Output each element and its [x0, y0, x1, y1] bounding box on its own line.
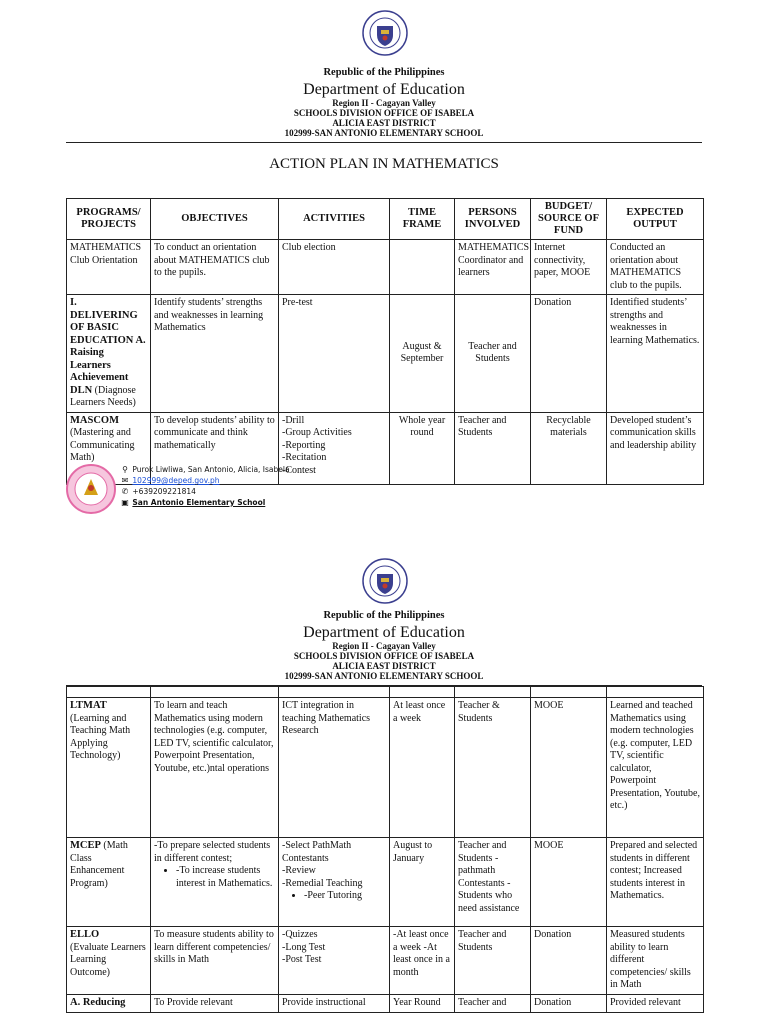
time-frame-cell: August & September: [390, 295, 455, 413]
department-title: Department of Education: [303, 80, 465, 98]
document-title: ACTION PLAN IN MATHEMATICS: [269, 156, 499, 172]
column-header: OBJECTIVES: [151, 199, 279, 240]
region-text: Region II - Cagayan Valley: [332, 97, 436, 108]
persons-cell: Teacher and Students: [455, 412, 531, 484]
output-cell: Learned and teached Mathematics using modern technologies (e.g. computer, LED TV, scientific calculator, Powerpoint Presentation, Youtube, etc.): [607, 698, 704, 838]
program-cell: LTMAT (Learning and Teaching Math Applying Technology): [67, 698, 151, 838]
time-frame-cell: -At least once a week -At least once in a month: [390, 927, 455, 995]
column-header: PERSONS INVOLVED: [455, 199, 531, 240]
persons-cell: Teacher and Students -pathmath Contestants -Students who need assistance: [455, 838, 531, 927]
column-header: PROGRAMS/ PROJECTS: [67, 199, 151, 240]
persons-cell: Teacher and: [455, 994, 531, 1012]
activities-cell: Club election: [279, 240, 390, 295]
action-plan-table-continued: [66, 686, 704, 1013]
time-frame-cell: August to January: [390, 838, 455, 927]
budget-cell: MOOE: [531, 838, 607, 927]
program-cell: MATHEMATICS Club Orientation: [67, 240, 151, 295]
time-frame-cell: Whole year round: [390, 412, 455, 484]
persons-cell: Teacher & Students: [455, 698, 531, 838]
output-cell: Identified students’ strengths and weaknesses in learning Mathematics.: [607, 295, 704, 413]
objectives-cell: To learn and teach Mathematics using modern technologies (e.g. computer, LED TV, scientific calculator, Powerpoint Presentation, Youtube, etc.)ntal operations: [151, 698, 279, 838]
deped-seal-icon: [362, 558, 408, 604]
division-text: SCHOOLS DIVISION OFFICE OF ISABELA: [293, 650, 475, 661]
output-cell: Prepared and selected students in different contest; Increased students interest in Mathematics.: [607, 838, 704, 927]
republic-text: Republic of the Philippines: [323, 610, 445, 621]
column-header: BUDGET/ SOURCE OF FUND: [531, 199, 607, 240]
budget-cell: Donation: [531, 295, 607, 413]
output-cell: Conducted an orientation about MATHEMATICS club to the pupils.: [607, 240, 704, 295]
objectives-cell: To measure students ability to learn different competencies/ skills in Math: [151, 927, 279, 995]
column-header: TIME FRAME: [390, 199, 455, 240]
district-text: ALICIA EAST DISTRICT: [332, 117, 436, 128]
school-text: 102999-SAN ANTONIO ELEMENTARY SCHOOL: [284, 670, 484, 681]
region-text: Region II - Cagayan Valley: [332, 640, 436, 651]
location-pin-icon: ⚲: [122, 465, 128, 474]
facebook-link[interactable]: San Antonio Elementary School: [132, 498, 266, 507]
republic-text: Republic of the Philippines: [323, 67, 445, 78]
objectives-cell: To develop students’ ability to communicate and think mathematically: [151, 412, 279, 484]
department-title: Department of Education: [303, 623, 465, 641]
email-link[interactable]: 102999@deped.gov.ph: [132, 476, 220, 485]
budget-cell: Recyclable materials: [531, 412, 607, 484]
activities-cell: -Select PathMath Contestants -Review -Remedial Teaching • -Peer Tutoring: [279, 838, 390, 927]
budget-cell: Donation: [531, 927, 607, 995]
output-cell: Measured students ability to learn different competencies/ skills in Math: [607, 927, 704, 995]
time-frame-cell: Year Round: [390, 994, 455, 1012]
activities-cell: -Quizzes -Long Test -Post Test: [279, 927, 390, 995]
table-header-row: [67, 687, 704, 698]
activities-cell: ICT integration in teaching Mathematics Research: [279, 698, 390, 838]
program-cell: ELLO (Evaluate Learners Learning Outcome): [67, 927, 151, 995]
objectives-cell: To conduct an orientation about MATHEMATICS club to the pupils.: [151, 240, 279, 295]
output-cell: Provided relevant: [607, 994, 704, 1012]
budget-cell: Internet connectivity, paper, MOOE: [531, 240, 607, 295]
table-row: [67, 994, 704, 1012]
activities-cell: -Drill -Group Activities -Reporting -Recitation -Contest: [279, 412, 390, 484]
division-text: SCHOOLS DIVISION OFFICE OF ISABELA: [293, 107, 475, 118]
program-cell: I. DELIVERING OF BASIC EDUCATION A. Raising Learners Achievement DLN (Diagnose Learners Needs): [67, 295, 151, 413]
persons-cell: MATHEMATICS Coordinator and learners: [455, 240, 531, 295]
facebook-icon: ▣: [121, 498, 129, 507]
activities-cell: Pre-test: [279, 295, 390, 413]
school-text: 102999-SAN ANTONIO ELEMENTARY SCHOOL: [284, 127, 484, 138]
program-cell: A. Reducing: [67, 994, 151, 1012]
budget-cell: MOOE: [531, 698, 607, 838]
persons-cell: Teacher and Students: [455, 927, 531, 995]
district-text: ALICIA EAST DISTRICT: [332, 660, 436, 671]
objectives-cell: To Provide relevant: [151, 994, 279, 1012]
table-row: [67, 927, 704, 995]
column-header: EXPECTED OUTPUT: [607, 199, 704, 240]
persons-cell: Teacher and Students: [455, 295, 531, 413]
table-row: [67, 698, 704, 838]
output-cell: Developed student’s communication skills and leadership ability: [607, 412, 704, 484]
table-row: [67, 838, 704, 927]
contact-info: ⚲ Purok Liwliwa, San Antonio, Alicia, Isabela ✉ 102999@deped.gov.ph ✆ +639209221814 ▣ San Antonio Elementary School: [121, 465, 290, 507]
budget-cell: Donation: [531, 994, 607, 1012]
time-frame-cell: At least once a week: [390, 698, 455, 838]
phone-icon: ✆: [121, 487, 129, 496]
program-cell: MCEP (Math Class Enhancement Program): [67, 838, 151, 927]
email-icon: ✉: [121, 476, 129, 485]
activities-cell: Provide instructional: [279, 994, 390, 1012]
letterhead: [0, 611, 768, 681]
program-cell: MASCOM (Mastering and Communicating Math): [67, 412, 151, 484]
objectives-cell: -To prepare selected students in different contest; • -To increase students interest in Mathematics.: [151, 838, 279, 927]
objectives-cell: Identify students’ strengths and weaknesses in learning Mathematics: [151, 295, 279, 413]
column-header: ACTIVITIES: [279, 199, 390, 240]
